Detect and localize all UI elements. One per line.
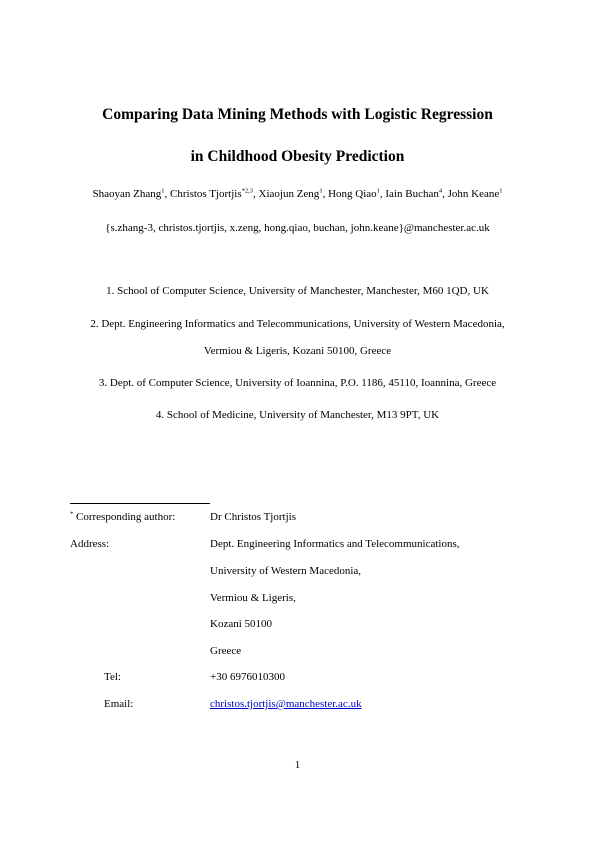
corresponding-author-label [70,511,175,523]
affiliation-2-line-1: 2. Dept. Engineering Informatics and Telecommunications, University of Western Macedonia, [90,318,505,330]
author-affiliation-marker: 1 [499,187,503,195]
address-line: Vermiou & Ligeris, [210,592,296,604]
author-affiliation-marker: 1 [319,187,323,195]
author-name: Christos Tjortjis [170,188,242,200]
address-line: Dept. Engineering Informatics and Telecommunications, [210,538,460,550]
address-line: Kozani 50100 [210,618,273,630]
affiliation-2-line-2: Vermiou & Ligeris, Kozani 50100, Greece [203,345,392,357]
title-line-2: in Childhood Obesity Prediction [190,148,405,165]
author-emails: {s.zhang-3, christos.tjortjis, x.zeng, hong.qiao, buchan, john.keane}@manchester.ac.uk [105,222,490,234]
author-affiliation-marker: *2,3 [241,187,254,195]
author-name: Shaoyan Zhang [92,188,162,200]
author-name: Hong Qiao [328,188,377,200]
title-line-1: Comparing Data Mining Methods with Logistic Regression [102,106,493,123]
address-label: Address: [70,538,110,550]
affiliation-4: 4. School of Medicine, University of Manchester, M13 9PT, UK [155,409,440,421]
author-list: Shaoyan Zhang$^1$, Christos Tjortjis$^{*2,3}$, Xiaojun Zeng$^1$, Hong Qiao$^1$, Iain Buchan$^4$, John Keane$^1$ [92,187,503,200]
corresponding-author-text: Corresponding author: [76,511,176,523]
affiliation-3: 3. Dept. of Computer Science, University of Ioannina, P.O. 1186, 45110, Ioannina, Greece [98,377,497,389]
author-name: John Keane [447,188,500,200]
author-name: Iain Buchan [385,188,439,200]
footnote-marker: * [70,510,74,518]
tel-value: +30 6976010300 [210,671,285,683]
footnote-separator [70,503,210,504]
affiliation-1: 1. School of Computer Science, University of Manchester, Manchester, M60 1QD, UK [106,285,489,297]
page-number: 1 [294,759,301,771]
author-name: Xiaojun Zeng [258,188,320,200]
tel-label: Tel: [104,671,121,683]
author-affiliation-marker: 1 [161,187,165,195]
author-affiliation-marker: 1 [376,187,380,195]
corresponding-author-name: Dr Christos Tjortjis [210,511,296,523]
address-line: University of Western Macedonia, [210,565,362,577]
address-line: Greece [210,645,242,657]
email-label: Email: [104,698,134,710]
email-link[interactable]: christos.tjortjis@manchester.ac.uk [210,698,362,710]
author-affiliation-marker: 4 [438,187,443,195]
